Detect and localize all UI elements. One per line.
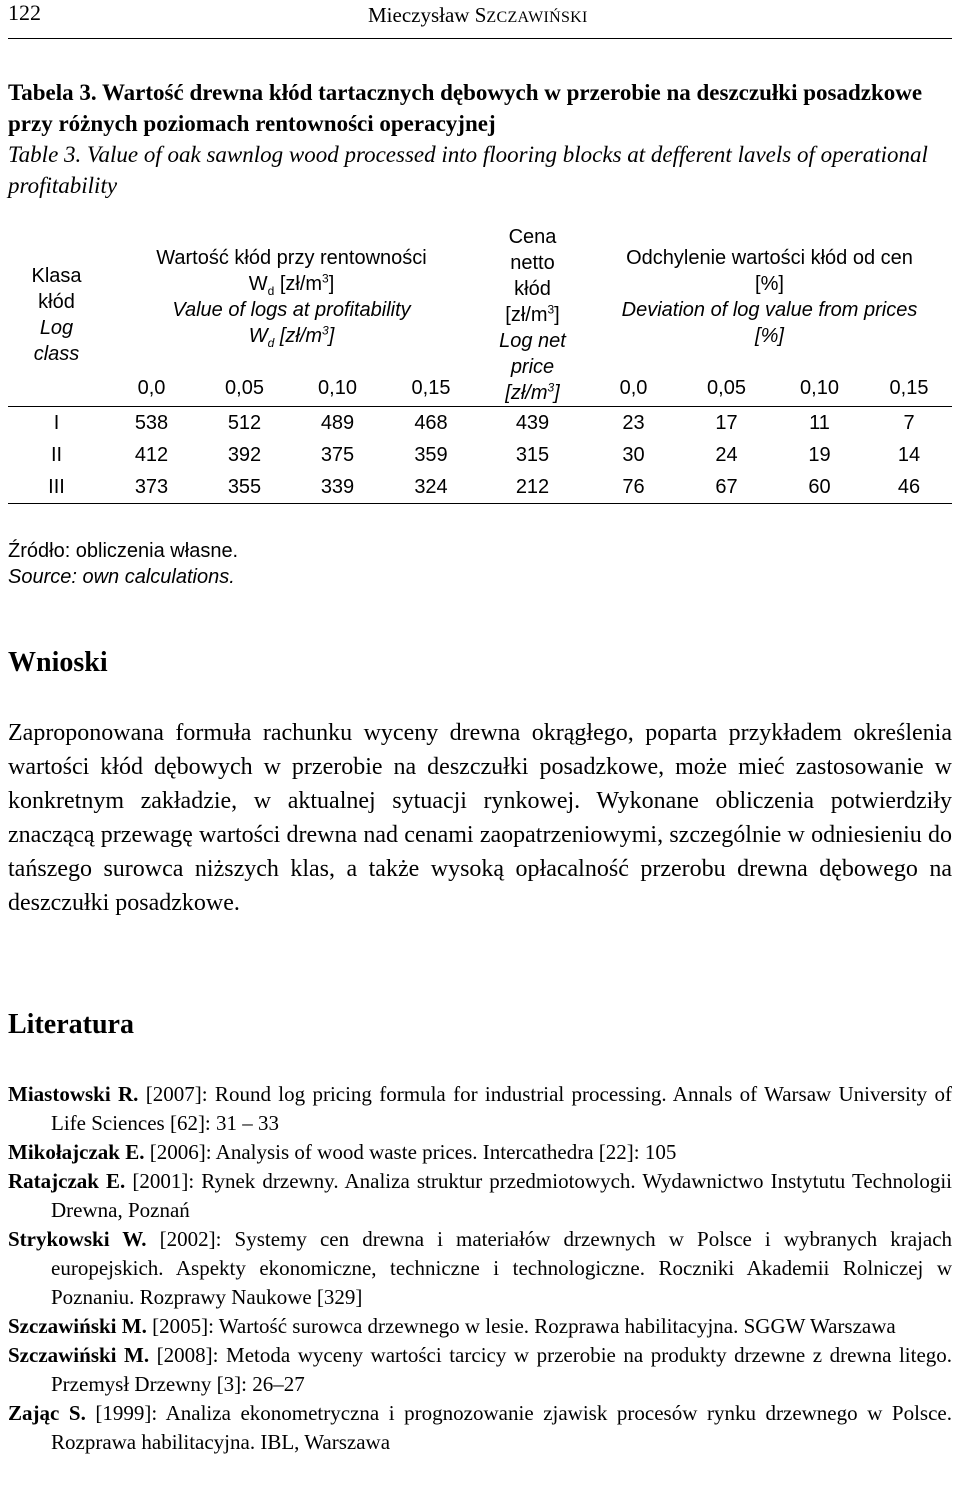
running-title: Mieczysław SZCZAWIŃSKI — [368, 3, 588, 27]
reference-item: Strykowski W. [2002]: Systemy cen drewna i materiałów drzewnych w Polsce i wybranych krajach europejskich. Aspekty ekonomiczne, techniczne i technologiczne. Roczniki Akademii Rolniczej w Poznaniu. Rozprawy Naukowe [329] — [8, 1227, 953, 1309]
value-cell: 355 — [198, 471, 291, 504]
reference-item: Zając S. [1999]: Analiza ekonometryczna i prognozowanie zjawisk procesów rynku drzewnego w Polsce. Rozprawa habilitacyjna. IBL, Warszawa — [8, 1401, 952, 1454]
reference-item: Mikołajczak E. [2006]: Analysis of wood waste prices. Intercathedra [22]: 105 — [8, 1140, 677, 1164]
deviation-cell: 30 — [622, 444, 645, 466]
price-cell: 315 — [515, 444, 550, 466]
class-cell: I — [8, 407, 105, 440]
level-cell: 0,0 — [137, 376, 166, 399]
deviation-cell: 14 — [897, 444, 921, 466]
level-cell: 0,05 — [225, 376, 264, 399]
running-header — [8, 0, 952, 39]
level-cell: 0,15 — [889, 376, 929, 399]
source-pl: Źródło: obliczenia własne. — [8, 540, 239, 562]
class-cell: II — [50, 444, 63, 466]
value-cell: 489 — [291, 407, 384, 440]
reference-list — [8, 1080, 952, 1457]
value-cell: 339 — [291, 471, 384, 504]
level-cell: 0,10 — [318, 376, 357, 399]
table-row — [8, 471, 952, 504]
deviation-cell: 60 — [773, 471, 866, 504]
reference-item: Ratajczak E. [2001]: Rynek drzewny. Analiza struktur przedmiotowych. Wydawnictwo Instytutu Technologii Drewna, Poznań — [8, 1169, 953, 1222]
value-cell: 392 — [227, 444, 262, 466]
header-log-value: Wartość kłód przy rentowności $W_d$ $[zł/m^3]$ Value of logs at profitability $W_d$ $[zł/m^3]$ — [156, 246, 427, 350]
source-en: Source: own calculations. — [8, 566, 235, 588]
level-cell: 0,0 — [619, 376, 648, 399]
price-cell: 212 — [478, 471, 587, 504]
deviation-cell: 46 — [866, 471, 952, 504]
level-cell: 0,05 — [707, 376, 746, 399]
deviation-cell: 17 — [680, 407, 773, 440]
reference-item: Szczawiński M. [2005]: Wartość surowca drzewnego w lesie. Rozprawa habilitacyjna. SGGW Warszawa — [8, 1314, 896, 1338]
value-cell: 412 — [134, 444, 169, 466]
deviation-cell: 24 — [715, 444, 738, 466]
price-cell: 439 — [478, 407, 587, 440]
literature-heading: Literatura — [8, 1009, 134, 1040]
deviation-cell: 76 — [587, 471, 680, 504]
table-caption-en: Table 3. Value of oak sawnlog wood processed into flooring blocks at defferent lavels of operational profitability — [8, 142, 928, 198]
value-cell: 512 — [198, 407, 291, 440]
class-cell: III — [8, 471, 105, 504]
conclusions-heading: Wnioski — [8, 647, 108, 678]
table-row — [8, 407, 952, 440]
table-caption — [8, 77, 952, 201]
value-cell: 359 — [414, 444, 448, 466]
data-table — [8, 218, 952, 504]
deviation-cell: 23 — [587, 407, 680, 440]
level-cell: 0,10 — [800, 376, 839, 399]
deviation-cell: 67 — [680, 471, 773, 504]
value-cell: 373 — [105, 471, 198, 504]
deviation-cell: 7 — [866, 407, 952, 440]
deviation-cell: 11 — [773, 407, 866, 440]
level-cell: 0,15 — [411, 376, 451, 399]
header-class: Klasa kłód Log class — [31, 265, 82, 365]
conclusions-paragraph: Zaproponowana formuła rachunku wyceny drewna okrągłego, poparta przykładem określenia wartości kłód dębowych w przerobie na deszczułki posadzkowe, może mieć zastosowanie w konkretnym zakładzie, w aktualnej sytuacji rynkowej. Wykonane obliczenia potwierdziły znaczącą przewagę wartości drewna nad cenami zaopatrzeniowymi, szczególnie w odniesieniu do tańszego surowca niższych klas, a także wysoką opłacalność przerobu drewna dębowego na deszczułki posadzkowe. — [8, 720, 952, 916]
table-caption-pl: Tabela 3. Wartość drewna kłód tartacznych dębowych w przerobie na deszczułki posadzkowe przy różnych poziomach rentowności operacyjnej — [8, 80, 923, 136]
value-cell: 324 — [384, 471, 478, 504]
deviation-cell: 19 — [808, 444, 831, 466]
table-header-row — [8, 218, 952, 370]
value-cell: 375 — [320, 444, 355, 466]
value-cell: 468 — [384, 407, 478, 440]
reference-item: Szczawiński M. [2008]: Metoda wyceny wartości tarcicy w przerobie na produkty drzewne z drewna litego. Przemysł Drzewny [3]: 26–27 — [8, 1343, 953, 1396]
page-number: 122 — [8, 0, 41, 25]
value-cell: 538 — [105, 407, 198, 440]
table-row — [8, 439, 952, 471]
header-deviation: Odchylenie wartości kłód od cen [%] Deviation of log value from prices [%] — [621, 246, 918, 347]
reference-item: Miastowski R. [2007]: Round log pricing formula for industrial processing. Annals of Warsaw University of Life Sciences [62]: 31 – 33 — [8, 1082, 953, 1135]
table-source — [8, 538, 238, 590]
header-log-price: Cena netto kłód $[zł/m^3]$ Log net price $[zł/m^3]$ — [499, 226, 566, 404]
